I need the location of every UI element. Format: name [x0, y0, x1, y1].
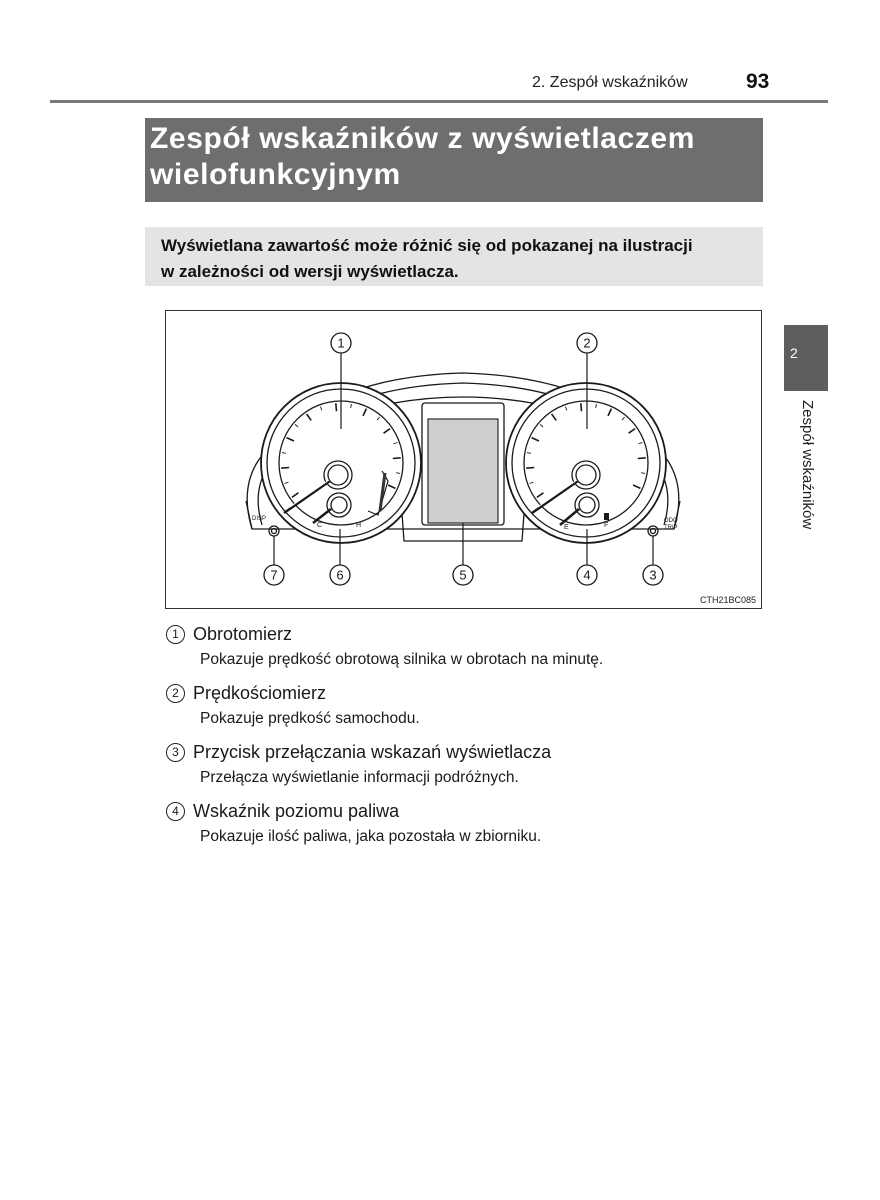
legend-number: 2 [166, 684, 185, 703]
legend-title: Wskaźnik poziomu paliwa [193, 801, 400, 821]
dial-tick [281, 468, 289, 469]
svg-text:ODO: ODO [664, 518, 678, 524]
instrument-cluster-illustration [166, 311, 761, 608]
legend-number: 1 [166, 625, 185, 644]
callout-6 [330, 565, 350, 585]
legend-number: 3 [166, 743, 185, 762]
fuel-pump-icon [604, 513, 609, 520]
instrument-cluster-figure [165, 310, 762, 609]
note-line-1: Wyświetlana zawartość może różnić się od pokazanej na ilustracji [161, 236, 693, 255]
legend-title: Obrotomierz [193, 624, 293, 644]
note-box [145, 227, 763, 286]
section-title [145, 118, 763, 202]
multi-information-display [428, 419, 498, 523]
section-title-line-1: Zespół wskaźników z wyświetlaczem [150, 122, 695, 155]
speedometer-gauge [506, 383, 666, 543]
fuel-full-label: F [604, 522, 609, 529]
svg-text:2: 2 [583, 335, 591, 351]
legend-description: Pokazuje prędkość samochodu. [200, 710, 420, 727]
svg-text:7: 7 [270, 567, 278, 583]
disp-button [252, 516, 279, 536]
legend-item [166, 799, 766, 848]
legend-item [166, 622, 766, 671]
legend-description: Pokazuje prędkość obrotową silnika w obrotach na minutę. [200, 651, 604, 668]
svg-text:DISP: DISP [252, 516, 267, 522]
svg-text:4: 4 [583, 567, 591, 583]
running-header-section: 2. Zespół wskaźników [532, 74, 688, 91]
legend-title: Prędkościomierz [193, 683, 327, 703]
header-divider [50, 100, 828, 103]
chapter-side-label: Zespół wskaźników [799, 400, 816, 530]
callout-4 [577, 565, 597, 585]
dial-tick [526, 468, 534, 469]
legend-title: Przycisk przełączania wskazań wyświetlacza [193, 742, 552, 762]
callout-5 [453, 565, 473, 585]
page-number: 93 [746, 70, 770, 93]
callout-7 [264, 565, 284, 585]
legend-number: 4 [166, 802, 185, 821]
temp-cold-label: C [317, 522, 323, 529]
callout-3 [643, 565, 663, 585]
odo-trip-button [648, 518, 678, 536]
section-title-line-2: wielofunkcyjnym [150, 158, 401, 191]
dial-tick [581, 403, 582, 411]
svg-text:6: 6 [336, 567, 344, 583]
figure-code: CTH21BC085 [699, 595, 756, 605]
fuel-empty-label: E [564, 524, 569, 531]
chapter-tab-number: 2 [790, 345, 798, 361]
legend-list [166, 622, 766, 858]
dial-tick [638, 458, 646, 459]
dial-tick [393, 458, 401, 459]
callout-2 [577, 333, 597, 353]
temp-hot-label: H [356, 522, 362, 529]
note-line-2: w zależności od wersji wyświetlacza. [161, 262, 459, 281]
dial-tick [336, 403, 337, 411]
legend-description: Pokazuje ilość paliwa, jaka pozostała w zbiorniku. [200, 828, 542, 845]
legend-item [166, 740, 766, 789]
svg-text:5: 5 [459, 567, 467, 583]
svg-text:3: 3 [649, 567, 657, 583]
callout-1 [331, 333, 351, 353]
chapter-tab [784, 325, 828, 391]
svg-text:1: 1 [337, 335, 345, 351]
legend-description: Przełącza wyświetlanie informacji podróżnych. [200, 769, 519, 786]
svg-text:TRIP: TRIP [664, 525, 678, 531]
legend-item [166, 681, 766, 730]
